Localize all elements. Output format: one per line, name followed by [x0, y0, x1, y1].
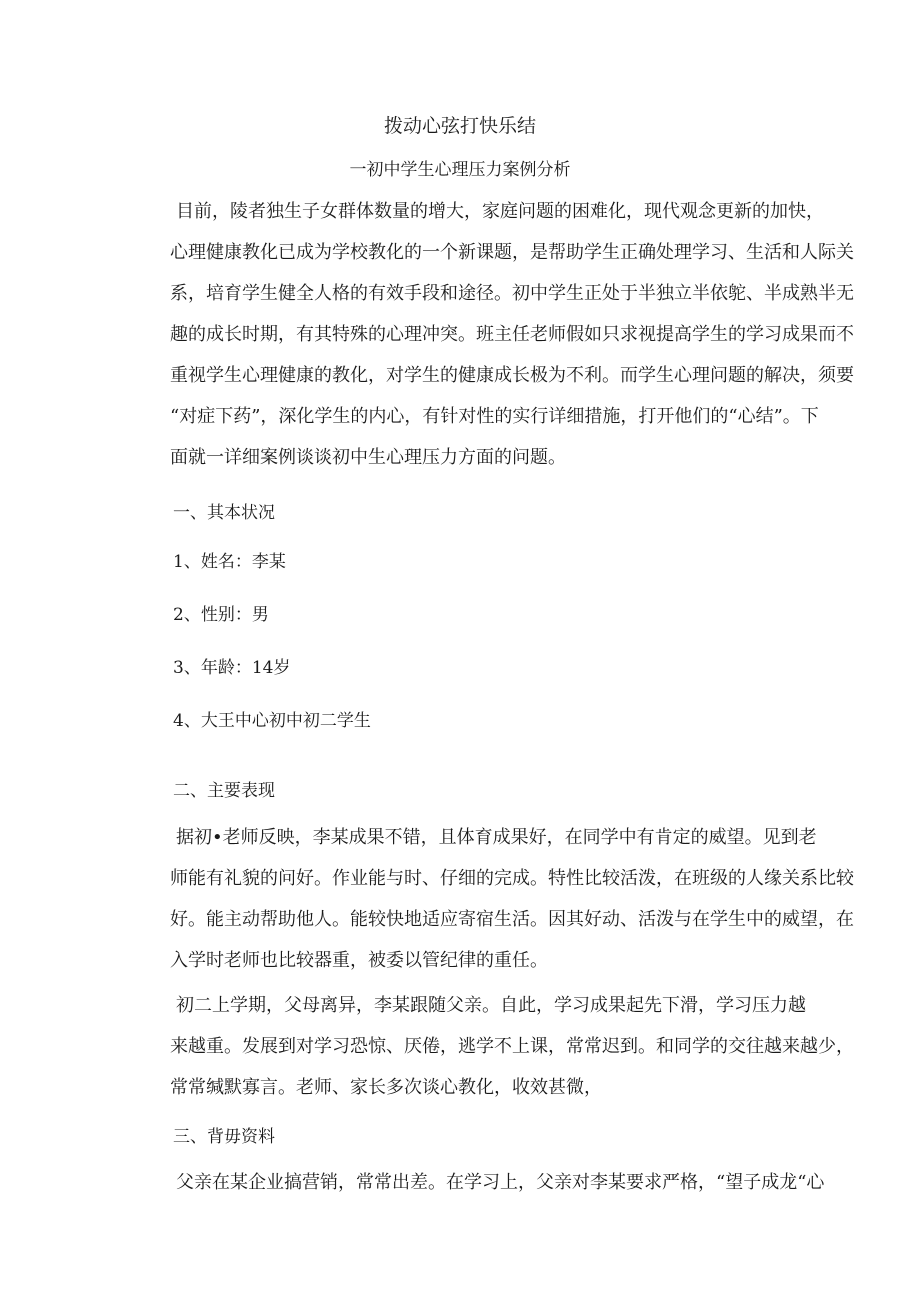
document-title: 拨动心弦打快乐结 [383, 115, 536, 137]
text-line: 来越重。发展到对学习恐惊、厌倦，逃学不上课，常常迟到。和同学的交往越来越少， [170, 1036, 854, 1057]
document-subtitle: 一初中学生心理压力案例分析 [349, 160, 571, 180]
text-line: 初二上学期，父母离异，李某跟随父亲。自此，学习成果起先下滑，学习压力越 [176, 995, 806, 1016]
section-3-paragraph-1 [173, 1162, 827, 1203]
text-line: 常常缄默寡言。老师、家长多次谈心教化，收效甚微， [170, 1077, 602, 1098]
intro-paragraph [170, 191, 854, 478]
section-3-heading: 三、背毋资料 [173, 1127, 275, 1147]
section-2-paragraph-1 [170, 817, 854, 981]
info-item-name: 1、姓名：李某 [173, 552, 286, 572]
text-line: 好。能主动帮助他人。能较快地适应寄宿生活。因其好动、活泼与在学生中的威望，在 [170, 909, 854, 930]
text-line: 父亲在某企业搞营销，常常出差。在学习上，父亲对李某要求严格，“望子成龙“心 [176, 1172, 825, 1193]
info-item-school: 4、大王中心初中初二学生 [173, 711, 371, 731]
text-line: “对症下药”，深化学生的内心，有针对性的实行详细措施，打开他们的“心结”。下 [170, 406, 819, 427]
text-line: 重视学生心理健康的教化，对学生的健康成长极为不利。而学生心理问题的解决，须要 [170, 365, 854, 386]
text-line: 目前，陵者独生子女群体数量的增大，家庭问题的困难化，现代观念更新的加快， [176, 201, 824, 222]
text-line: 趣的成长时期，有其特殊的心理冲突。班主任老师假如只求视提高学生的学习成果而不 [170, 324, 854, 345]
text-line: 据初•老师反映，李某成果不错，且体育成果好，在同学中有肯定的威望。见到老 [176, 827, 817, 848]
text-line: 心理健康教化已成为学校教化的一个新课题，是帮助学生正确处理学习、生活和人际关 [170, 242, 854, 263]
info-item-age: 3、年龄：14岁 [173, 658, 291, 678]
text-line: 入学时老师也比较器重，被委以管纪律的重任。 [170, 950, 548, 971]
text-line: 面就一详细案例谈谈初中生心理压力方面的问题。 [170, 447, 566, 468]
info-item-gender: 2、性别：男 [173, 605, 269, 625]
text-line: 系，培育学生健全人格的有效手段和途径。初中学生正处于半独立半依鸵、半成熟半无 [170, 283, 854, 304]
section-2-paragraph-2 [170, 985, 854, 1108]
text-line: 师能有礼貌的问好。作业能与时、仔细的完成。特性比较活泼，在班级的人缘关系比较 [170, 868, 854, 889]
section-1-heading: 一、其本状况 [173, 503, 275, 523]
section-2-heading: 二、主要表现 [173, 781, 275, 801]
